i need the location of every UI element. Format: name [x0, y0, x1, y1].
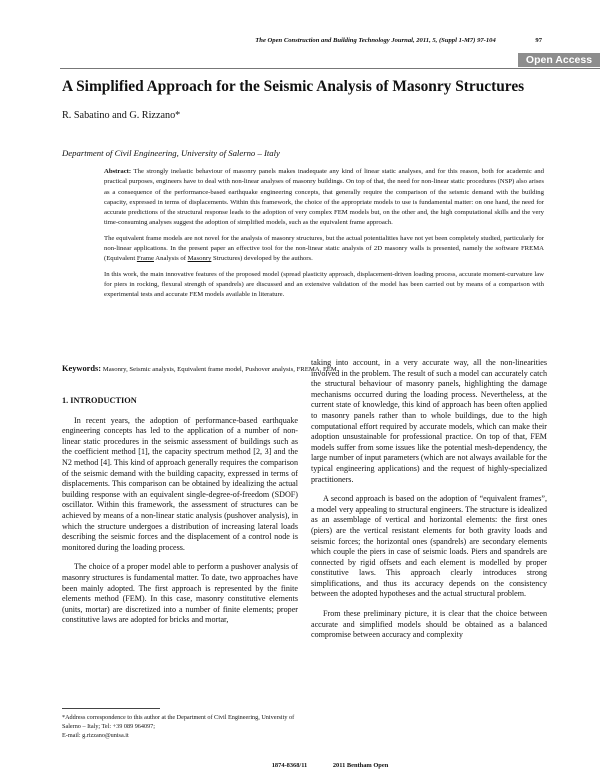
article-title: A Simplified Approach for the Seismic Analysis of Masonry Structures — [62, 78, 525, 95]
body-paragraph: The choice of a proper model able to perform a pushover analysis of masonry structures is fundamental matter. To date, two approaches have been mainly adopted. The first approach is represented by the finite elements method (FEM). In this case, masonry constitutive elements (units, mortar) are discretized into a number of finite elements; proper constitutive laws are adopted for bricks and mortar, — [62, 562, 298, 625]
issn: 1874-8368/11 — [271, 762, 308, 769]
abstract-paragraph-3: In this work, the main innovative features of the proposed model (spread plasticity approach, displacement-driven loading process, accurate moment-curvature law for piers in rocking, flexural strength of spandrels) are discussed and an extensive validation of the model has been carried out by means of a comparison with experimental tests and accurate FEM models available in literature. — [104, 270, 544, 299]
keywords-label: Keywords: — [62, 364, 102, 373]
abstract-label: Abstract: — [104, 168, 132, 175]
abstract-text-1: The strongly inelastic behaviour of masonry panels makes inadequate any kind of linear static analyses, and for this reason, both for academic and practical purposes, engineers have to deal with non-linear analyses of masonry buildings. On top of that, the need for non-linear static procedures (NSP) also arises as a consequence of the performance-based earthquake engineering concepts, that generally require the comparison of the seismic demand with the building capacity, expressed in terms of displacements. Within this framework, the choice of the appropriate models to use is fundamental matter: on one hand, the need for accurate predictions of the structural response leads to the adoption of very complex FEM models but, on the other and, the high computational skills and the very time-consuming analyses suggest the adoption of simplified models, such as the equivalent frame approach. — [104, 168, 544, 227]
running-head — [60, 37, 542, 44]
footnote-divider — [62, 708, 160, 709]
page-number: 97 — [535, 37, 542, 44]
keywords-text: Masonry, Seismic analysis, Equivalent frame model, Pushover analysis, FREMA, FEM. — [102, 366, 339, 373]
left-column — [62, 396, 298, 635]
section-heading: 1. INTRODUCTION — [62, 396, 137, 405]
body-paragraph: A second approach is based on the adoption of “equivalent frames”, a model very appealing to structural engineers. The structure is idealized as an assemblage of vertical and horizontal elements: the first ones (piers) are the vertical resistant elements for both gravity loads and seismic forces; the horizontal ones (spandrels) are secondary elements which couple the piers in case of seismic loads. Piers and spandrels are connected by rigid offsets and each element is modelled by proper constitutive laws. This approach clearly introduces strong simplifications, and thus its accuracy depends on the consistency between the adopted hypotheses and the actual structural problem. — [311, 494, 547, 599]
journal-name: The Open Construction and Building Technology Journal, — [255, 37, 415, 44]
abstract-paragraph-1 — [104, 167, 544, 229]
underlined-frame: Frame — [136, 255, 154, 263]
footnote-email: E-mail: g.rizzano@unisa.it — [62, 732, 129, 739]
right-column — [311, 358, 547, 650]
abstract-text-2c: Structures) developed by the authors. — [211, 255, 313, 263]
abstract — [104, 167, 544, 306]
citation: 2011, 5, (Suppl 1-M7) 97-104 — [416, 37, 496, 44]
body-paragraph: taking into account, in a very accurate way, all the non-linearities involved in the problem. The result of such a model can accurately catch the structural behaviour of masonry panels, highlighting the damage mechanisms occurred during the loading process. Nevertheless, at the current state of knowledge, this kind of approach has been often applied to masonry panels rather than to whole buildings, due to the high computational effort required by accurate models, which can make their adoption unsustainable for professional practice. On top of that, FEM models suffer from some issues like the potential mesh-dependency, the large number of input parameters (which are not always available for the typical engineering applications) and the request of highly-specialized practitioners. — [311, 358, 547, 484]
authors: R. Sabatino and G. Rizzano* — [62, 110, 181, 121]
publisher: 2011 Bentham Open — [332, 762, 389, 769]
abstract-text-2b: Analysis of — [153, 255, 188, 263]
affiliation: Department of Civil Engineering, University of Salerno – Italy — [62, 148, 280, 158]
footnote-address: *Address correspondence to this author at the Department of Civil Engineering, University of Salerno – Italy; Tel: +39 089 964097; — [62, 714, 295, 730]
body-paragraph: In recent years, the adoption of performance-based earthquake engineering concepts has led to the application of a number of non-linear static procedures in the seismic assessment of buildings such as the coefficient method [1], the capacity spectrum method [2, 3] and the N2 method [4]. This kind of approach generally requires the comparison of the seismic demand with the building capacity, expressed in terms of displacements. This comparison can be obtained by idealizing the actual building response with an equivalent single-degree-of-freedom (SDOF) oscillator. Within this framework, the assessment of structures can be achieved by means of a non-linear static analysis (pushover analysis), in which the structure undergoes a distribution of increasing lateral loads describing the seismic forces and the displacement of a control node is monitored during the loading process. — [62, 415, 298, 552]
open-access-badge: Open Access — [518, 53, 600, 67]
body-paragraph: From these preliminary picture, it is clear that the choice between accurate and simplified models should be obtained as a balanced compromise between accuracy and complexity — [311, 609, 547, 640]
page-footer — [60, 762, 600, 769]
header-divider — [60, 68, 600, 69]
underlined-masonry: Masonry — [187, 255, 212, 263]
abstract-paragraph-2 — [104, 234, 544, 265]
footnote — [62, 713, 298, 740]
abstract-text-2a: The equivalent frame models are not novel for the analysis of masonry structures, but the actual potentialities have not yet been completely studied, particularly for non-linear applications. In the present paper an effective tool for the non-linear static analysis of 2D masonry walls is presented, namely the software FREMA (Equivalent — [104, 234, 544, 263]
